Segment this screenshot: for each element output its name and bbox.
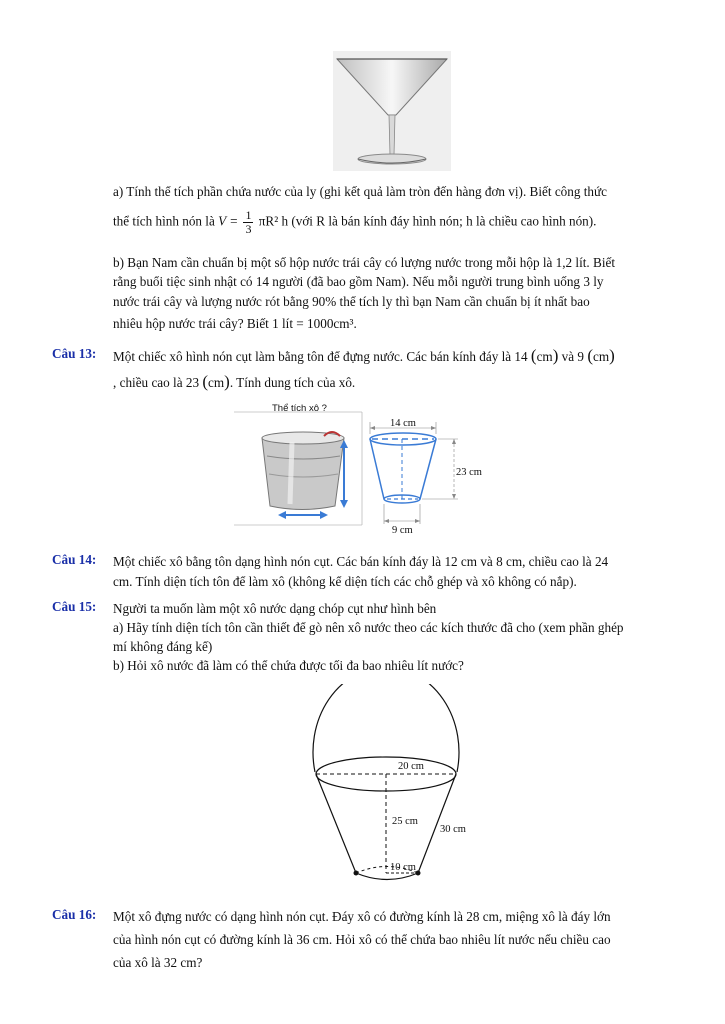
- q13-line-1-a: Một chiếc xô hình nón cụt làm bằng tôn để đựng nước. Các bán kính đáy là 14: [113, 349, 528, 364]
- q14-label: Câu 14:: [52, 552, 97, 567]
- q15-line-1: Người ta muốn làm một xô nước dạng chóp cụt như hình bên: [113, 601, 437, 616]
- part-b-line-4: nhiêu hộp nước trái cây? Biết 1 lít = 1000cm³.: [113, 316, 357, 331]
- q14-line-1: Một chiếc xô bằng tôn dạng hình nón cụt. Các bán kính đáy là 12 cm và 8 cm, chiều cao là 24: [113, 554, 609, 569]
- q15-label: Câu 15:: [52, 599, 97, 614]
- formula-rest: πR² h: [258, 213, 289, 229]
- q13-fig-caption: Thể tích xô ?: [272, 403, 327, 414]
- q13-fig-height-label: 23 cm: [456, 467, 482, 478]
- formula-numerator: 1: [245, 208, 252, 222]
- q13-line-2-b: . Tính dung tích của xô.: [229, 375, 356, 390]
- part-a-line-2-post: (với R là bán kính đáy hình nón; h là chiều cao hình nón).: [291, 213, 597, 229]
- q13-line-2: , chiều cao là 23 (cm). Tính dung tích của xô.: [113, 372, 356, 391]
- q15-line-2: a) Hãy tính diện tích tôn cần thiết để gò nên xô nước theo các kích thước đã cho (xem phần ghép: [113, 620, 624, 635]
- q15-fig-height-label: 25 cm: [392, 816, 418, 827]
- q14-line-2: cm. Tính diện tích tôn để làm xô (không kể diện tích các chỗ ghép và xô không có nắp).: [113, 574, 577, 589]
- part-b-line-2: rằng buổi tiệc sinh nhật có 14 người (đã bao gồm Nam). Nếu mỗi người trung bình uống 3 ly: [113, 274, 604, 289]
- q13-fig-bottom-label: 9 cm: [392, 525, 413, 536]
- q16-label: Câu 16:: [52, 907, 97, 922]
- q13-fig-top-label: 14 cm: [390, 418, 416, 429]
- part-a-line-1: a) Tính thể tích phần chứa nước của ly (ghi kết quả làm tròn đến hàng đơn vị). Biết công thức: [113, 184, 608, 199]
- q13-unit-1: cm: [536, 349, 553, 364]
- q13-figure: [232, 400, 490, 536]
- q15-line-3: mí không đáng kể): [113, 639, 213, 654]
- q16-line-1: Một xô đựng nước có dạng hình nón cụt. Đáy xô có đường kính là 28 cm, miệng xô là đáy lớn: [113, 909, 611, 924]
- q15-fig-slant-label: 30 cm: [440, 824, 466, 835]
- formula-v: V =: [218, 213, 239, 229]
- formula-fraction: [243, 209, 253, 236]
- q13-label: Câu 13:: [52, 346, 97, 361]
- part-b-line-3: nước trái cây và lượng nước rót bằng 90% thể tích ly thì bạn Nam cần chuẩn bị ít nhất bao: [113, 294, 590, 309]
- q13-unit-2: cm: [592, 349, 610, 364]
- q15-fig-bottom-label: 10 cm: [390, 862, 416, 873]
- part-b-line-1: b) Bạn Nam cần chuẩn bị một số hộp nước trái cây có lượng nước trong mỗi hộp là 1,2 lít. Biết: [113, 255, 615, 270]
- formula-denominator: 3: [245, 222, 252, 236]
- part-a-line-2-pre: thể tích hình nón là: [113, 213, 215, 229]
- q13-line-1-b: và 9: [561, 349, 585, 364]
- martini-glass-image: [333, 51, 451, 171]
- q15-figure: [300, 684, 480, 894]
- part-a-line-2: [113, 209, 596, 236]
- q16-line-2: của hình nón cụt có đường kính là 36 cm. Hỏi xô có thể chứa bao nhiêu lít nước nếu chiều cao: [113, 932, 611, 947]
- q16-line-3: của xô là 32 cm?: [113, 955, 203, 970]
- q13-line-1: Một chiếc xô hình nón cụt làm bằng tôn để đựng nước. Các bán kính đáy là 14 (cm) và 9 (cm): [113, 346, 615, 365]
- q13-line-2-a: , chiều cao là 23: [113, 375, 200, 390]
- q15-fig-top-label: 20 cm: [398, 761, 424, 772]
- q13-unit-3: cm: [208, 375, 225, 390]
- q15-line-4: b) Hỏi xô nước đã làm có thể chứa được tối đa bao nhiêu lít nước?: [113, 658, 464, 673]
